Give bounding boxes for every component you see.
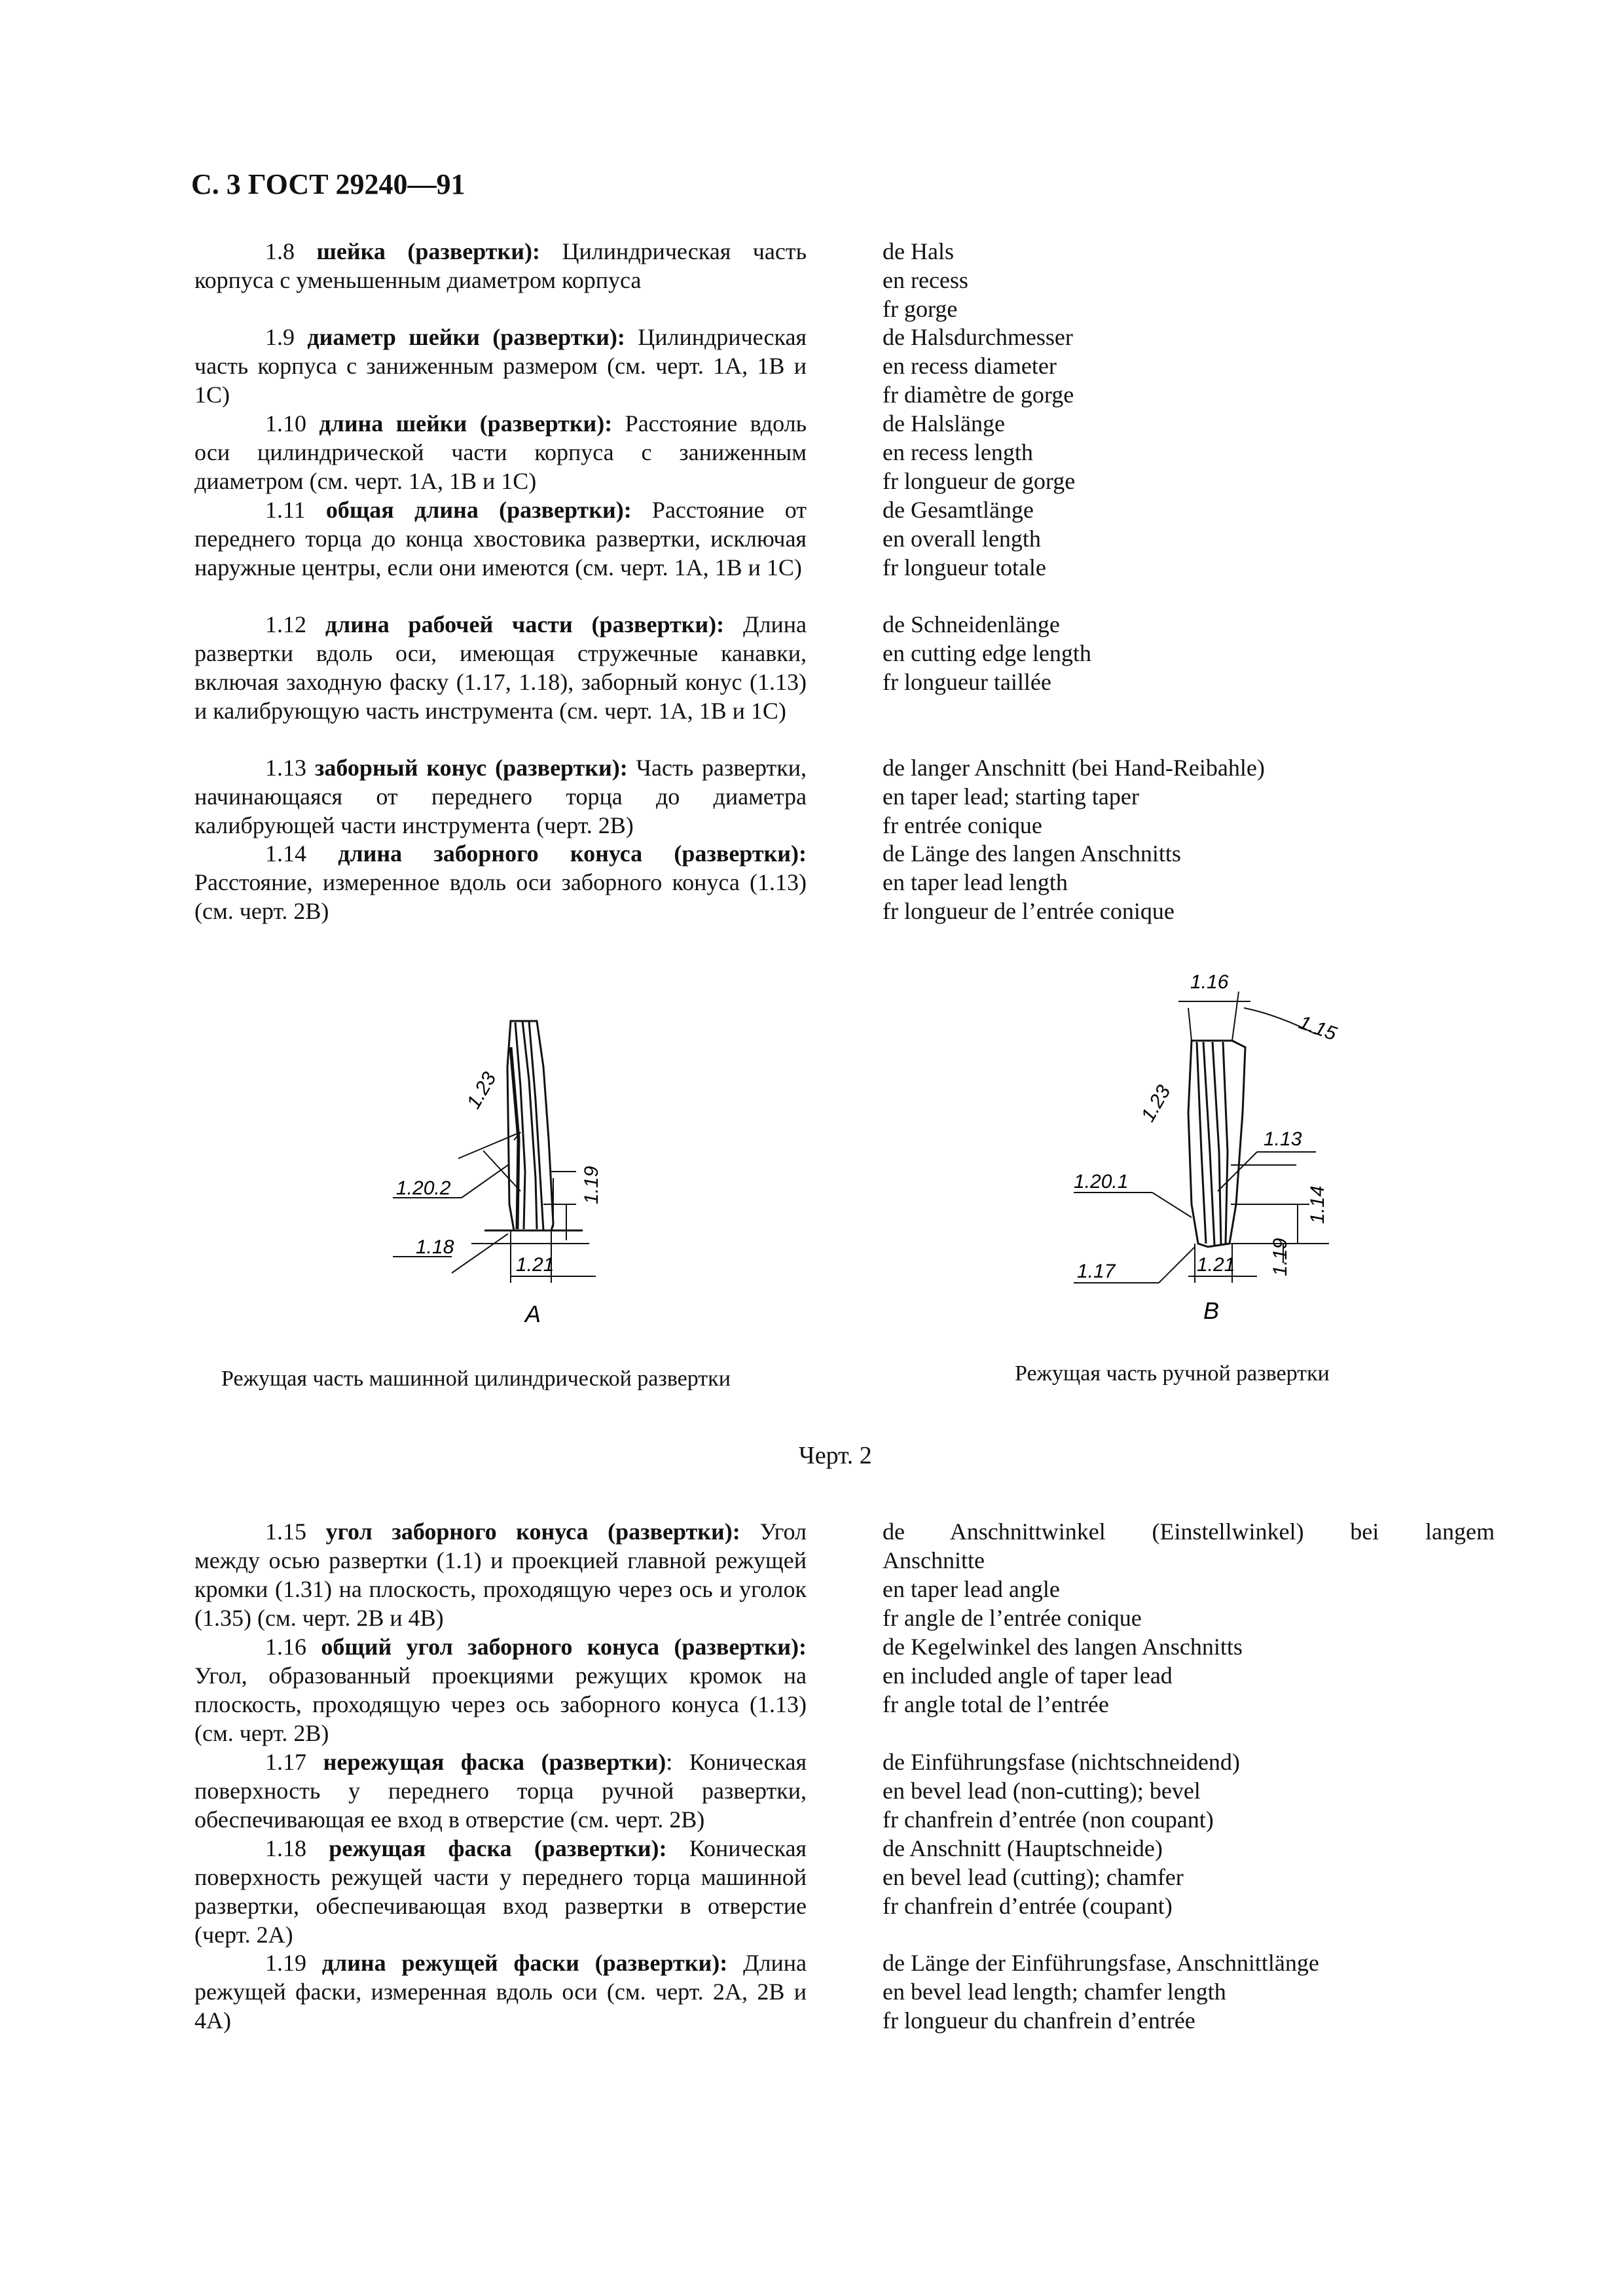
term-translations: de Halslänge en recess length fr longueur de gorge	[883, 410, 1076, 494]
label-1-23: 1.23	[1137, 1081, 1175, 1126]
term-translations: de Gesamtlänge en overall length fr longueur totale	[883, 497, 1046, 581]
term-translations: de Anschnittwinkel (Einstellwinkel) bei langem Anschnitte en taper lead angle fr angle de l’entrée conique	[883, 1518, 1495, 1631]
figure-a-drawing	[380, 1008, 655, 1348]
term-translations: de Halsdurchmesser en recess diameter fr diamètre de gorge	[883, 324, 1074, 408]
label-1-13: 1.13	[1264, 1128, 1302, 1150]
figure-number: Черт. 2	[799, 1442, 872, 1469]
figure-a	[380, 1008, 655, 1348]
term-definition: 1.15 угол заборного конуса (развертки): Угол между осью развертки (1.1) и проекцией главной режущей кромки (1.31) на плоскость, проходящую через ось и уголок (1.35) (см. черт. 2B и 4B)	[194, 1518, 807, 1631]
label-1-15: 1.15	[1296, 1011, 1340, 1045]
label-1-19: 1.19	[1269, 1238, 1291, 1276]
term-definition: 1.17 нережущая фаска (развертки): Коническая поверхность у переднего торца ручной развертки, обеспечивающая ее вход в отверстие (см. черт. 2B)	[194, 1749, 807, 1833]
figure-b	[1061, 956, 1401, 1348]
label-1-14: 1.14	[1307, 1185, 1328, 1224]
label-1-20-2: 1.20.2	[396, 1177, 451, 1199]
term-translations: de Länge des langen Anschnitts en taper lead length fr longueur de l’entrée conique	[883, 840, 1181, 924]
term-definition: 1.10 длина шейки (развертки): Расстояние вдоль оси цилиндрической части корпуса с заниженным диаметром (см. черт. 1A, 1B и 1C)	[194, 410, 807, 494]
term-translations: de Kegelwinkel des langen Anschnitts en included angle of taper lead fr angle total de l’entrée	[883, 1634, 1243, 1717]
label-1-20-1: 1.20.1	[1074, 1171, 1129, 1193]
term-translations: de Hals en recess fr gorge	[883, 238, 968, 322]
term-definition: 1.16 общий угол заборного конуса (развертки): Угол, образованный проекциями режущих кромок на плоскость, проходящую через ось заборного конуса (1.13) (см. черт. 2B)	[194, 1634, 807, 1746]
label-1-21: 1.21	[1197, 1254, 1235, 1276]
term-translations: de Anschnitt (Hauptschneide) en bevel lead (cutting); chamfer fr chanfrein d’entrée (coupant)	[883, 1835, 1184, 1919]
term-definition: 1.19 длина режущей фаски (развертки): Длина режущей фаски, измеренная вдоль оси (см. черт. 2A, 2B и 4A)	[194, 1950, 807, 2034]
term-definition: 1.11 общая длина (развертки): Расстояние от переднего торца до конца хвостовика развертки, исключая наружные центры, если они имеются (см. черт. 1A, 1B и 1C)	[194, 497, 807, 581]
term-definition: 1.12 длина рабочей части (развертки): Длина развертки вдоль оси, имеющая стружечные канавки, включая заходную фаску (1.17, 1.18), заборный конус (1.13) и калибрующую часть инструмента (см. черт. 1A, 1B и 1C)	[194, 611, 807, 724]
term-translations: de Einführungsfase (nichtschneidend) en bevel lead (non-cutting); bevel fr chanfrein d’entrée (non coupant)	[883, 1749, 1240, 1833]
label-1-17: 1.17	[1077, 1261, 1116, 1282]
label-1-18: 1.18	[416, 1236, 454, 1258]
term-definition: 1.14 длина заборного конуса (развертки): Расстояние, измеренное вдоль оси заборного конуса (1.13) (см. черт. 2B)	[194, 840, 807, 924]
figure-a-caption: Режущая часть машинной цилиндрической развертки	[221, 1367, 731, 1391]
term-translations: de Schneidenlänge en cutting edge length fr longueur taillée	[883, 611, 1091, 695]
label-1-16: 1.16	[1190, 971, 1229, 993]
figure-b-letter: B	[1203, 1297, 1220, 1324]
figure-a-letter: A	[525, 1300, 541, 1327]
figure-b-caption: Режущая часть ручной развертки	[1015, 1361, 1330, 1386]
term-definition: 1.18 режущая фаска (развертки): Коническая поверхность режущей части у переднего торца машинной развертки, обеспечивающая вход развертки в отверстие (черт. 2A)	[194, 1835, 807, 1948]
label-1-21: 1.21	[516, 1254, 555, 1276]
page-header: С. 3 ГОСТ 29240—91	[191, 168, 465, 200]
figure-b-drawing	[1061, 956, 1401, 1348]
term-translations: de langer Anschnitt (bei Hand-Reibahle) en taper lead; starting taper fr entrée conique	[883, 755, 1265, 838]
term-translations: de Länge der Einführungsfase, Anschnittlänge en bevel lead length; chamfer length fr longueur du chanfrein d’entrée	[883, 1950, 1319, 2034]
term-definition: 1.8 шейка (развертки): Цилиндрическая часть корпуса с уменьшенным диаметром корпуса	[194, 238, 807, 293]
term-definition: 1.9 диаметр шейки (развертки): Цилиндрическая часть корпуса с заниженным размером (см. черт. 1A, 1B и 1C)	[194, 324, 807, 408]
term-definition: 1.13 заборный конус (развертки): Часть развертки, начинающаяся от переднего торца до диаметра калибрующей части инструмента (черт. 2B)	[194, 755, 807, 838]
label-1-23: 1.23	[462, 1068, 501, 1113]
label-1-19: 1.19	[581, 1166, 602, 1204]
